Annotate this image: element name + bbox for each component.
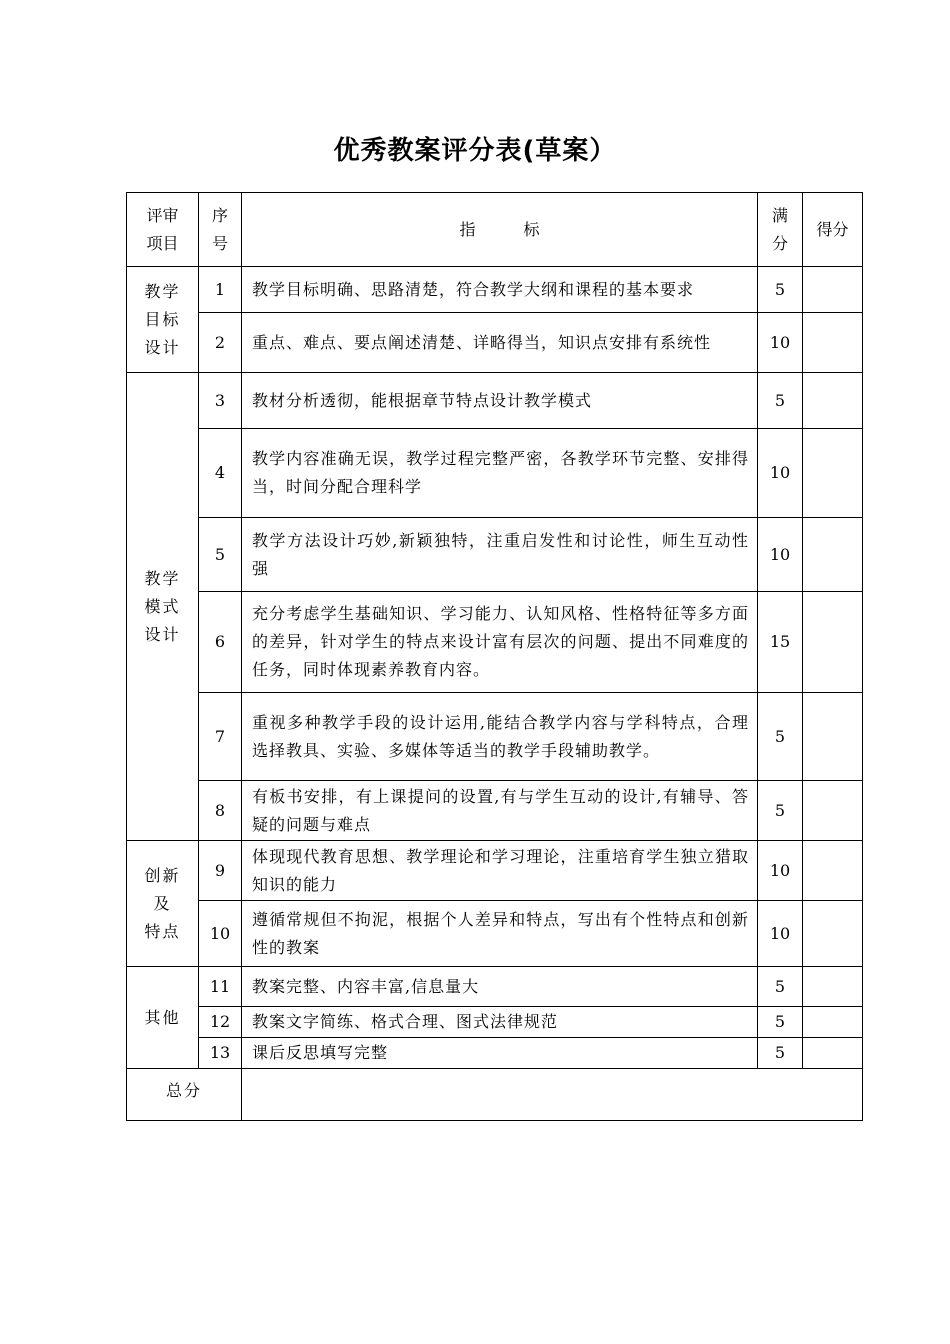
header-category-line2: 项目 — [146, 233, 179, 253]
score-cell[interactable] — [803, 267, 863, 313]
score-cell[interactable] — [803, 429, 863, 518]
total-row — [127, 1069, 863, 1121]
score-cell[interactable] — [803, 781, 863, 841]
category-line: 设计 — [144, 337, 181, 357]
full-score-cell: 10 — [758, 518, 803, 592]
category-cell — [127, 373, 199, 841]
seq-cell: 5 — [199, 518, 242, 592]
seq-cell: 2 — [199, 313, 242, 373]
table-row — [127, 267, 863, 313]
page-title: 优秀教案评分表(草案） — [333, 136, 617, 166]
category-line: 设计 — [144, 624, 181, 644]
table-row — [127, 901, 863, 967]
scoring-table — [126, 192, 863, 1121]
seq-cell: 8 — [199, 781, 242, 841]
score-cell[interactable] — [803, 592, 863, 693]
full-score-cell: 10 — [758, 313, 803, 373]
full-score-cell: 5 — [758, 1007, 803, 1038]
category-line: 其他 — [144, 1007, 181, 1027]
score-cell[interactable] — [803, 841, 863, 901]
category-cell — [127, 267, 199, 373]
full-score-cell: 5 — [758, 1038, 803, 1069]
category-line: 创新 — [144, 865, 181, 885]
seq-cell: 1 — [199, 267, 242, 313]
table-row — [127, 518, 863, 592]
indicator-cell: 教学方法设计巧妙,新颖独特，注重启发性和讨论性，师生互动性强 — [242, 518, 758, 592]
seq-cell: 11 — [199, 967, 242, 1007]
header-full-line1: 满 — [771, 205, 788, 225]
total-label: 总分 — [127, 1069, 242, 1121]
seq-cell: 3 — [199, 373, 242, 429]
category-line: 模式 — [144, 596, 181, 616]
category-line: 教学 — [144, 568, 181, 588]
indicator-cell: 体现现代教育思想、教学理论和学习理论，注重培育学生独立猎取知识的能力 — [242, 841, 758, 901]
header-full-score — [758, 193, 803, 267]
full-score-cell: 5 — [758, 781, 803, 841]
full-score-cell: 5 — [758, 373, 803, 429]
score-cell[interactable] — [803, 693, 863, 781]
score-cell[interactable] — [803, 901, 863, 967]
full-score-cell: 5 — [758, 267, 803, 313]
category-line: 特点 — [144, 921, 181, 941]
seq-cell: 9 — [199, 841, 242, 901]
header-seq-line2: 号 — [211, 233, 228, 253]
full-score-cell: 10 — [758, 429, 803, 518]
category-line: 教学 — [144, 281, 181, 301]
indicator-cell: 充分考虑学生基础知识、学习能力、认知风格、性格特征等多方面的差异，针对学生的特点来设计富有层次的问题、提出不同难度的任务，同时体现素养教育内容。 — [242, 592, 758, 693]
header-seq — [199, 193, 242, 267]
full-score-cell: 15 — [758, 592, 803, 693]
table-row — [127, 313, 863, 373]
table-row — [127, 967, 863, 1007]
indicator-cell: 遵循常规但不拘泥，根据个人差异和特点，写出有个性特点和创新性的教案 — [242, 901, 758, 967]
score-cell[interactable] — [803, 1007, 863, 1038]
table-row — [127, 693, 863, 781]
indicator-cell: 重视多种教学手段的设计运用,能结合教学内容与学科特点，合理选择教具、实验、多媒体等适当的教学手段辅助教学。 — [242, 693, 758, 781]
category-line: 目标 — [144, 309, 181, 329]
header-indicator: 指 标 — [242, 193, 758, 267]
full-score-cell: 10 — [758, 841, 803, 901]
header-seq-line1: 序 — [211, 205, 228, 225]
header-full-line2: 分 — [771, 233, 788, 253]
category-cell — [127, 967, 199, 1069]
seq-cell: 4 — [199, 429, 242, 518]
table-row — [127, 592, 863, 693]
indicator-cell: 教案完整、内容丰富,信息量大 — [242, 967, 758, 1007]
score-cell[interactable] — [803, 313, 863, 373]
full-score-cell: 10 — [758, 901, 803, 967]
total-score-cell[interactable] — [242, 1069, 863, 1121]
indicator-cell: 教案文字简练、格式合理、图式法律规范 — [242, 1007, 758, 1038]
seq-cell: 6 — [199, 592, 242, 693]
indicator-cell: 教学目标明确、思路清楚，符合教学大纲和课程的基本要求 — [242, 267, 758, 313]
score-cell[interactable] — [803, 518, 863, 592]
table-row — [127, 841, 863, 901]
header-score: 得分 — [803, 193, 863, 267]
table-row — [127, 1038, 863, 1069]
score-cell[interactable] — [803, 373, 863, 429]
header-category — [127, 193, 199, 267]
indicator-cell: 课后反思填写完整 — [242, 1038, 758, 1069]
full-score-cell: 5 — [758, 693, 803, 781]
full-score-cell: 5 — [758, 967, 803, 1007]
seq-cell: 12 — [199, 1007, 242, 1038]
seq-cell: 13 — [199, 1038, 242, 1069]
category-cell — [127, 841, 199, 967]
header-row — [127, 193, 863, 267]
indicator-cell: 有板书安排，有上课提问的设置,有与学生互动的设计,有辅导、答疑的问题与难点 — [242, 781, 758, 841]
header-category-line1: 评审 — [146, 205, 179, 225]
table-row — [127, 1007, 863, 1038]
seq-cell: 10 — [199, 901, 242, 967]
score-cell[interactable] — [803, 1038, 863, 1069]
seq-cell: 7 — [199, 693, 242, 781]
indicator-cell: 教材分析透彻，能根据章节特点设计教学模式 — [242, 373, 758, 429]
score-cell[interactable] — [803, 967, 863, 1007]
table-row — [127, 781, 863, 841]
indicator-cell: 重点、难点、要点阐述清楚、详略得当，知识点安排有系统性 — [242, 313, 758, 373]
indicator-cell: 教学内容准确无误，教学过程完整严密，各教学环节完整、安排得当，时间分配合理科学 — [242, 429, 758, 518]
table-row — [127, 373, 863, 429]
table-row — [127, 429, 863, 518]
category-line: 及 — [153, 893, 172, 913]
